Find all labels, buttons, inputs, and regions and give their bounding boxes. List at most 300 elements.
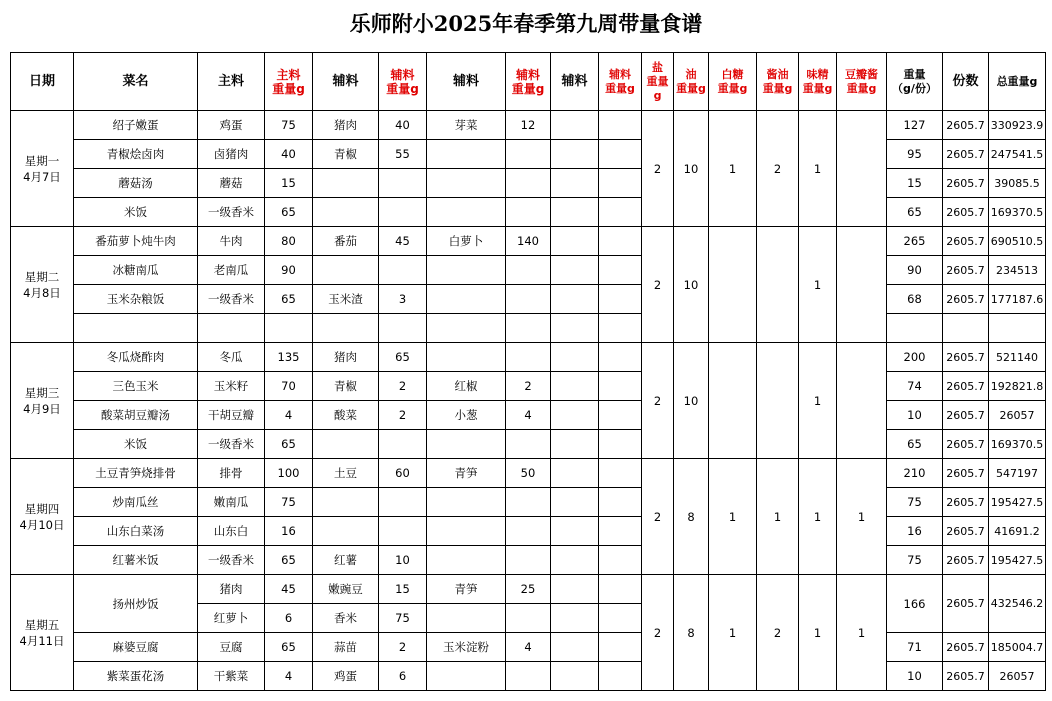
aux2-weight-cell: 25 [506, 575, 551, 604]
oil-cell: 10 [674, 111, 709, 227]
main-weight-cell: 6 [265, 604, 313, 633]
portions-cell: 2605.7 [943, 488, 989, 517]
header-portions: 份数 [943, 53, 989, 111]
header-aux1: 辅料 [313, 53, 379, 111]
aux2-weight-cell [506, 343, 551, 372]
header-soy: 酱油 重量g [757, 53, 799, 111]
aux3-cell [551, 140, 599, 169]
aux2-weight-cell: 50 [506, 459, 551, 488]
total-cell: 39085.5 [989, 169, 1046, 198]
bean-cell: 1 [837, 459, 887, 575]
aux1-cell: 红薯 [313, 546, 379, 575]
salt-cell: 2 [642, 575, 674, 691]
dish-cell: 米饭 [74, 430, 198, 459]
dish-cell: 米饭 [74, 198, 198, 227]
aux1-weight-cell [379, 430, 427, 459]
aux1-cell [313, 488, 379, 517]
aux3-cell [551, 256, 599, 285]
sugar-cell [709, 227, 757, 343]
aux3-weight-cell [599, 227, 642, 256]
menu-table [10, 52, 1046, 691]
aux1-cell: 酸菜 [313, 401, 379, 430]
aux3-weight-cell [599, 662, 642, 691]
msg-cell: 1 [799, 227, 837, 343]
aux1-cell: 鸡蛋 [313, 662, 379, 691]
main-weight-cell: 65 [265, 633, 313, 662]
day-cell: 星期二 4月8日 [11, 227, 74, 343]
day-cell: 星期四 4月10日 [11, 459, 74, 575]
table-row [11, 227, 1046, 256]
dish-cell: 冰糖南瓜 [74, 256, 198, 285]
aux2-cell [427, 285, 506, 314]
main-weight-cell: 16 [265, 517, 313, 546]
aux2-weight-cell [506, 488, 551, 517]
aux3-cell [551, 227, 599, 256]
aux3-weight-cell [599, 256, 642, 285]
aux1-cell [313, 314, 379, 343]
main-weight-cell: 4 [265, 401, 313, 430]
aux3-cell [551, 575, 599, 604]
aux1-weight-cell [379, 314, 427, 343]
total-cell: 690510.5 [989, 227, 1046, 256]
aux1-cell: 猪肉 [313, 343, 379, 372]
total-cell: 26057 [989, 662, 1046, 691]
table-row [11, 314, 1046, 343]
table-row [11, 546, 1046, 575]
main-weight-cell: 90 [265, 256, 313, 285]
sugar-cell: 1 [709, 459, 757, 575]
dish-cell: 土豆青笋烧排骨 [74, 459, 198, 488]
dish-cell: 青椒烩卤肉 [74, 140, 198, 169]
main-weight-cell: 65 [265, 198, 313, 227]
aux2-cell [427, 256, 506, 285]
main-cell: 牛肉 [198, 227, 265, 256]
main-weight-cell [265, 314, 313, 343]
header-main: 主料 [198, 53, 265, 111]
dish-cell: 蘑菇汤 [74, 169, 198, 198]
dish-cell: 紫菜蛋花汤 [74, 662, 198, 691]
total-cell: 177187.6 [989, 285, 1046, 314]
total-cell: 247541.5 [989, 140, 1046, 169]
header-aux2: 辅料 [427, 53, 506, 111]
aux3-cell [551, 343, 599, 372]
total-cell: 169370.5 [989, 198, 1046, 227]
aux3-weight-cell [599, 314, 642, 343]
soy-cell: 2 [757, 111, 799, 227]
aux2-weight-cell: 140 [506, 227, 551, 256]
aux3-weight-cell [599, 517, 642, 546]
portions-cell [943, 314, 989, 343]
aux1-weight-cell: 6 [379, 662, 427, 691]
aux3-cell [551, 459, 599, 488]
msg-cell: 1 [799, 111, 837, 227]
salt-cell: 2 [642, 111, 674, 227]
aux2-cell: 白萝卜 [427, 227, 506, 256]
aux2-weight-cell [506, 314, 551, 343]
dish-cell: 绍子嫩蛋 [74, 111, 198, 140]
aux3-cell [551, 488, 599, 517]
aux2-cell [427, 488, 506, 517]
aux1-weight-cell: 45 [379, 227, 427, 256]
main-weight-cell: 70 [265, 372, 313, 401]
table-row [11, 343, 1046, 372]
dish-cell: 玉米杂粮饭 [74, 285, 198, 314]
salt-cell: 2 [642, 227, 674, 343]
dish-cell: 麻婆豆腐 [74, 633, 198, 662]
table-row [11, 633, 1046, 662]
main-cell: 排骨 [198, 459, 265, 488]
header-aux3-weight: 辅料 重量g [599, 53, 642, 111]
main-weight-cell: 65 [265, 546, 313, 575]
bean-cell: 1 [837, 575, 887, 691]
aux3-weight-cell [599, 430, 642, 459]
soy-cell: 1 [757, 459, 799, 575]
portions-cell: 2605.7 [943, 459, 989, 488]
main-cell: 卤猪肉 [198, 140, 265, 169]
portions-cell: 2605.7 [943, 169, 989, 198]
page-title: 乐师附小2025年春季第九周带量食谱 [349, 11, 703, 36]
total-cell: 192821.8 [989, 372, 1046, 401]
aux1-cell [313, 430, 379, 459]
weight-cell: 71 [887, 633, 943, 662]
dish-cell: 冬瓜烧酢肉 [74, 343, 198, 372]
table-row [11, 285, 1046, 314]
weight-cell: 65 [887, 198, 943, 227]
oil-cell: 8 [674, 459, 709, 575]
main-cell [198, 314, 265, 343]
main-cell: 一级香米 [198, 198, 265, 227]
total-cell: 41691.2 [989, 517, 1046, 546]
aux1-weight-cell: 55 [379, 140, 427, 169]
total-cell: 330923.9 [989, 111, 1046, 140]
header-oil: 油 重量g [674, 53, 709, 111]
table-row [11, 169, 1046, 198]
aux2-cell [427, 343, 506, 372]
aux2-weight-cell [506, 662, 551, 691]
aux1-weight-cell: 60 [379, 459, 427, 488]
dish-cell: 扬州炒饭 [74, 575, 198, 633]
table-row [11, 111, 1046, 140]
table-row [11, 256, 1046, 285]
aux1-cell: 香米 [313, 604, 379, 633]
portions-cell: 2605.7 [943, 227, 989, 256]
aux1-weight-cell [379, 488, 427, 517]
table-row [11, 372, 1046, 401]
main-weight-cell: 80 [265, 227, 313, 256]
header-salt: 盐 重量 g [642, 53, 674, 111]
aux3-weight-cell [599, 343, 642, 372]
main-cell: 干胡豆瓣 [198, 401, 265, 430]
aux2-cell: 小葱 [427, 401, 506, 430]
weight-cell: 16 [887, 517, 943, 546]
aux3-weight-cell [599, 633, 642, 662]
msg-cell: 1 [799, 343, 837, 459]
table-row [11, 488, 1046, 517]
weight-cell: 210 [887, 459, 943, 488]
portions-cell: 2605.7 [943, 256, 989, 285]
main-cell: 一级香米 [198, 430, 265, 459]
main-weight-cell: 45 [265, 575, 313, 604]
aux3-weight-cell [599, 459, 642, 488]
header-sugar: 白糖 重量g [709, 53, 757, 111]
weight-cell: 75 [887, 488, 943, 517]
aux2-cell: 红椒 [427, 372, 506, 401]
main-cell: 老南瓜 [198, 256, 265, 285]
aux3-weight-cell [599, 372, 642, 401]
aux3-cell [551, 314, 599, 343]
weight-cell: 65 [887, 430, 943, 459]
dish-cell: 三色玉米 [74, 372, 198, 401]
header-aux3: 辅料 [551, 53, 599, 111]
aux3-cell [551, 111, 599, 140]
aux3-cell [551, 662, 599, 691]
aux2-weight-cell: 2 [506, 372, 551, 401]
aux1-weight-cell: 2 [379, 633, 427, 662]
aux3-cell [551, 198, 599, 227]
main-weight-cell: 75 [265, 488, 313, 517]
portions-cell: 2605.7 [943, 662, 989, 691]
aux2-cell: 青笋 [427, 459, 506, 488]
aux1-cell: 青椒 [313, 372, 379, 401]
portions-cell: 2605.7 [943, 343, 989, 372]
aux3-weight-cell [599, 169, 642, 198]
day-cell: 星期三 4月9日 [11, 343, 74, 459]
weight-cell: 74 [887, 372, 943, 401]
main-weight-cell: 40 [265, 140, 313, 169]
aux3-cell [551, 604, 599, 633]
soy-cell [757, 343, 799, 459]
aux2-cell: 芽菜 [427, 111, 506, 140]
main-weight-cell: 65 [265, 430, 313, 459]
weight-cell: 166 [887, 575, 943, 633]
main-cell: 一级香米 [198, 285, 265, 314]
header-weight: 重量 （g/份） [887, 53, 943, 111]
main-cell: 蘑菇 [198, 169, 265, 198]
aux2-cell [427, 546, 506, 575]
header-total: 总重量g [989, 53, 1046, 111]
aux1-weight-cell [379, 169, 427, 198]
portions-cell: 2605.7 [943, 430, 989, 459]
total-cell: 195427.5 [989, 546, 1046, 575]
main-cell: 红萝卜 [198, 604, 265, 633]
aux1-weight-cell: 10 [379, 546, 427, 575]
aux2-weight-cell [506, 256, 551, 285]
aux3-cell [551, 546, 599, 575]
oil-cell: 8 [674, 575, 709, 691]
oil-cell: 10 [674, 343, 709, 459]
aux3-weight-cell [599, 604, 642, 633]
total-cell: 169370.5 [989, 430, 1046, 459]
header-dish: 菜名 [74, 53, 198, 111]
header-main-weight: 主料 重量g [265, 53, 313, 111]
dish-cell: 山东白菜汤 [74, 517, 198, 546]
portions-cell: 2605.7 [943, 198, 989, 227]
main-weight-cell: 75 [265, 111, 313, 140]
bean-cell [837, 111, 887, 227]
main-cell: 豆腐 [198, 633, 265, 662]
aux1-cell: 蒜苗 [313, 633, 379, 662]
table-row [11, 401, 1046, 430]
aux2-weight-cell [506, 546, 551, 575]
aux1-cell: 猪肉 [313, 111, 379, 140]
weight-cell: 200 [887, 343, 943, 372]
aux1-cell: 番茄 [313, 227, 379, 256]
main-weight-cell: 15 [265, 169, 313, 198]
total-cell: 185004.7 [989, 633, 1046, 662]
table-row [11, 459, 1046, 488]
aux1-cell [313, 169, 379, 198]
portions-cell: 2605.7 [943, 517, 989, 546]
aux1-weight-cell: 40 [379, 111, 427, 140]
weight-cell [887, 314, 943, 343]
total-cell: 521140 [989, 343, 1046, 372]
aux3-weight-cell [599, 575, 642, 604]
weight-cell: 68 [887, 285, 943, 314]
total-cell: 547197 [989, 459, 1046, 488]
main-weight-cell: 135 [265, 343, 313, 372]
weight-cell: 90 [887, 256, 943, 285]
table-row [11, 140, 1046, 169]
aux2-cell [427, 314, 506, 343]
total-cell: 195427.5 [989, 488, 1046, 517]
portions-cell: 2605.7 [943, 575, 989, 633]
aux1-weight-cell [379, 198, 427, 227]
dish-cell [74, 314, 198, 343]
bean-cell [837, 343, 887, 459]
day-cell: 星期五 4月11日 [11, 575, 74, 691]
salt-cell: 2 [642, 459, 674, 575]
soy-cell [757, 227, 799, 343]
header-date: 日期 [11, 53, 74, 111]
aux2-weight-cell [506, 198, 551, 227]
weight-cell: 75 [887, 546, 943, 575]
main-cell: 一级香米 [198, 546, 265, 575]
aux2-cell: 玉米淀粉 [427, 633, 506, 662]
aux3-cell [551, 372, 599, 401]
main-weight-cell: 100 [265, 459, 313, 488]
day-cell: 星期一 4月7日 [11, 111, 74, 227]
aux1-weight-cell: 2 [379, 401, 427, 430]
aux2-cell [427, 198, 506, 227]
total-cell: 26057 [989, 401, 1046, 430]
header-msg: 味精 重量g [799, 53, 837, 111]
total-cell [989, 314, 1046, 343]
weight-cell: 265 [887, 227, 943, 256]
aux2-weight-cell [506, 517, 551, 546]
aux1-weight-cell: 75 [379, 604, 427, 633]
bean-cell [837, 227, 887, 343]
aux2-weight-cell [506, 285, 551, 314]
aux1-cell: 嫩豌豆 [313, 575, 379, 604]
aux1-weight-cell: 2 [379, 372, 427, 401]
sugar-cell [709, 343, 757, 459]
aux1-cell: 玉米渣 [313, 285, 379, 314]
aux2-cell [427, 517, 506, 546]
salt-cell: 2 [642, 343, 674, 459]
weight-cell: 95 [887, 140, 943, 169]
dish-cell: 炒南瓜丝 [74, 488, 198, 517]
table-row [11, 575, 1046, 604]
main-cell: 玉米籽 [198, 372, 265, 401]
weight-cell: 15 [887, 169, 943, 198]
main-cell: 干紫菜 [198, 662, 265, 691]
aux3-cell [551, 401, 599, 430]
aux3-weight-cell [599, 198, 642, 227]
aux2-cell: 青笋 [427, 575, 506, 604]
aux3-weight-cell [599, 140, 642, 169]
aux3-weight-cell [599, 488, 642, 517]
portions-cell: 2605.7 [943, 111, 989, 140]
aux2-cell [427, 169, 506, 198]
header-row [11, 53, 1046, 111]
aux2-weight-cell [506, 140, 551, 169]
aux1-weight-cell: 3 [379, 285, 427, 314]
main-weight-cell: 4 [265, 662, 313, 691]
aux2-cell [427, 604, 506, 633]
weight-cell: 127 [887, 111, 943, 140]
header-aux1-weight: 辅料 重量g [379, 53, 427, 111]
aux3-weight-cell [599, 111, 642, 140]
aux1-cell [313, 517, 379, 546]
header-aux2-weight: 辅料 重量g [506, 53, 551, 111]
aux1-weight-cell [379, 517, 427, 546]
portions-cell: 2605.7 [943, 372, 989, 401]
main-cell: 猪肉 [198, 575, 265, 604]
total-cell: 234513 [989, 256, 1046, 285]
portions-cell: 2605.7 [943, 140, 989, 169]
table-row [11, 517, 1046, 546]
weight-cell: 10 [887, 401, 943, 430]
aux3-cell [551, 169, 599, 198]
aux3-cell [551, 517, 599, 546]
portions-cell: 2605.7 [943, 285, 989, 314]
main-cell: 嫩南瓜 [198, 488, 265, 517]
main-cell: 山东白 [198, 517, 265, 546]
aux2-weight-cell [506, 604, 551, 633]
table-row [11, 198, 1046, 227]
aux2-cell [427, 140, 506, 169]
aux3-weight-cell [599, 546, 642, 575]
sugar-cell: 1 [709, 575, 757, 691]
dish-cell: 红薯米饭 [74, 546, 198, 575]
main-cell: 冬瓜 [198, 343, 265, 372]
aux2-weight-cell: 12 [506, 111, 551, 140]
table-row [11, 430, 1046, 459]
main-weight-cell: 65 [265, 285, 313, 314]
aux3-cell [551, 633, 599, 662]
aux1-weight-cell: 65 [379, 343, 427, 372]
dish-cell: 酸菜胡豆瓣汤 [74, 401, 198, 430]
portions-cell: 2605.7 [943, 546, 989, 575]
table-row [11, 662, 1046, 691]
aux3-weight-cell [599, 285, 642, 314]
total-cell: 432546.2 [989, 575, 1046, 633]
aux2-weight-cell: 4 [506, 401, 551, 430]
portions-cell: 2605.7 [943, 401, 989, 430]
aux2-weight-cell [506, 169, 551, 198]
dish-cell: 番茄萝卜炖牛肉 [74, 227, 198, 256]
aux3-weight-cell [599, 401, 642, 430]
aux1-cell: 土豆 [313, 459, 379, 488]
aux2-weight-cell: 4 [506, 633, 551, 662]
aux1-cell [313, 256, 379, 285]
aux1-cell: 青椒 [313, 140, 379, 169]
weight-cell: 10 [887, 662, 943, 691]
aux3-cell [551, 285, 599, 314]
aux1-weight-cell [379, 256, 427, 285]
aux2-weight-cell [506, 430, 551, 459]
msg-cell: 1 [799, 575, 837, 691]
